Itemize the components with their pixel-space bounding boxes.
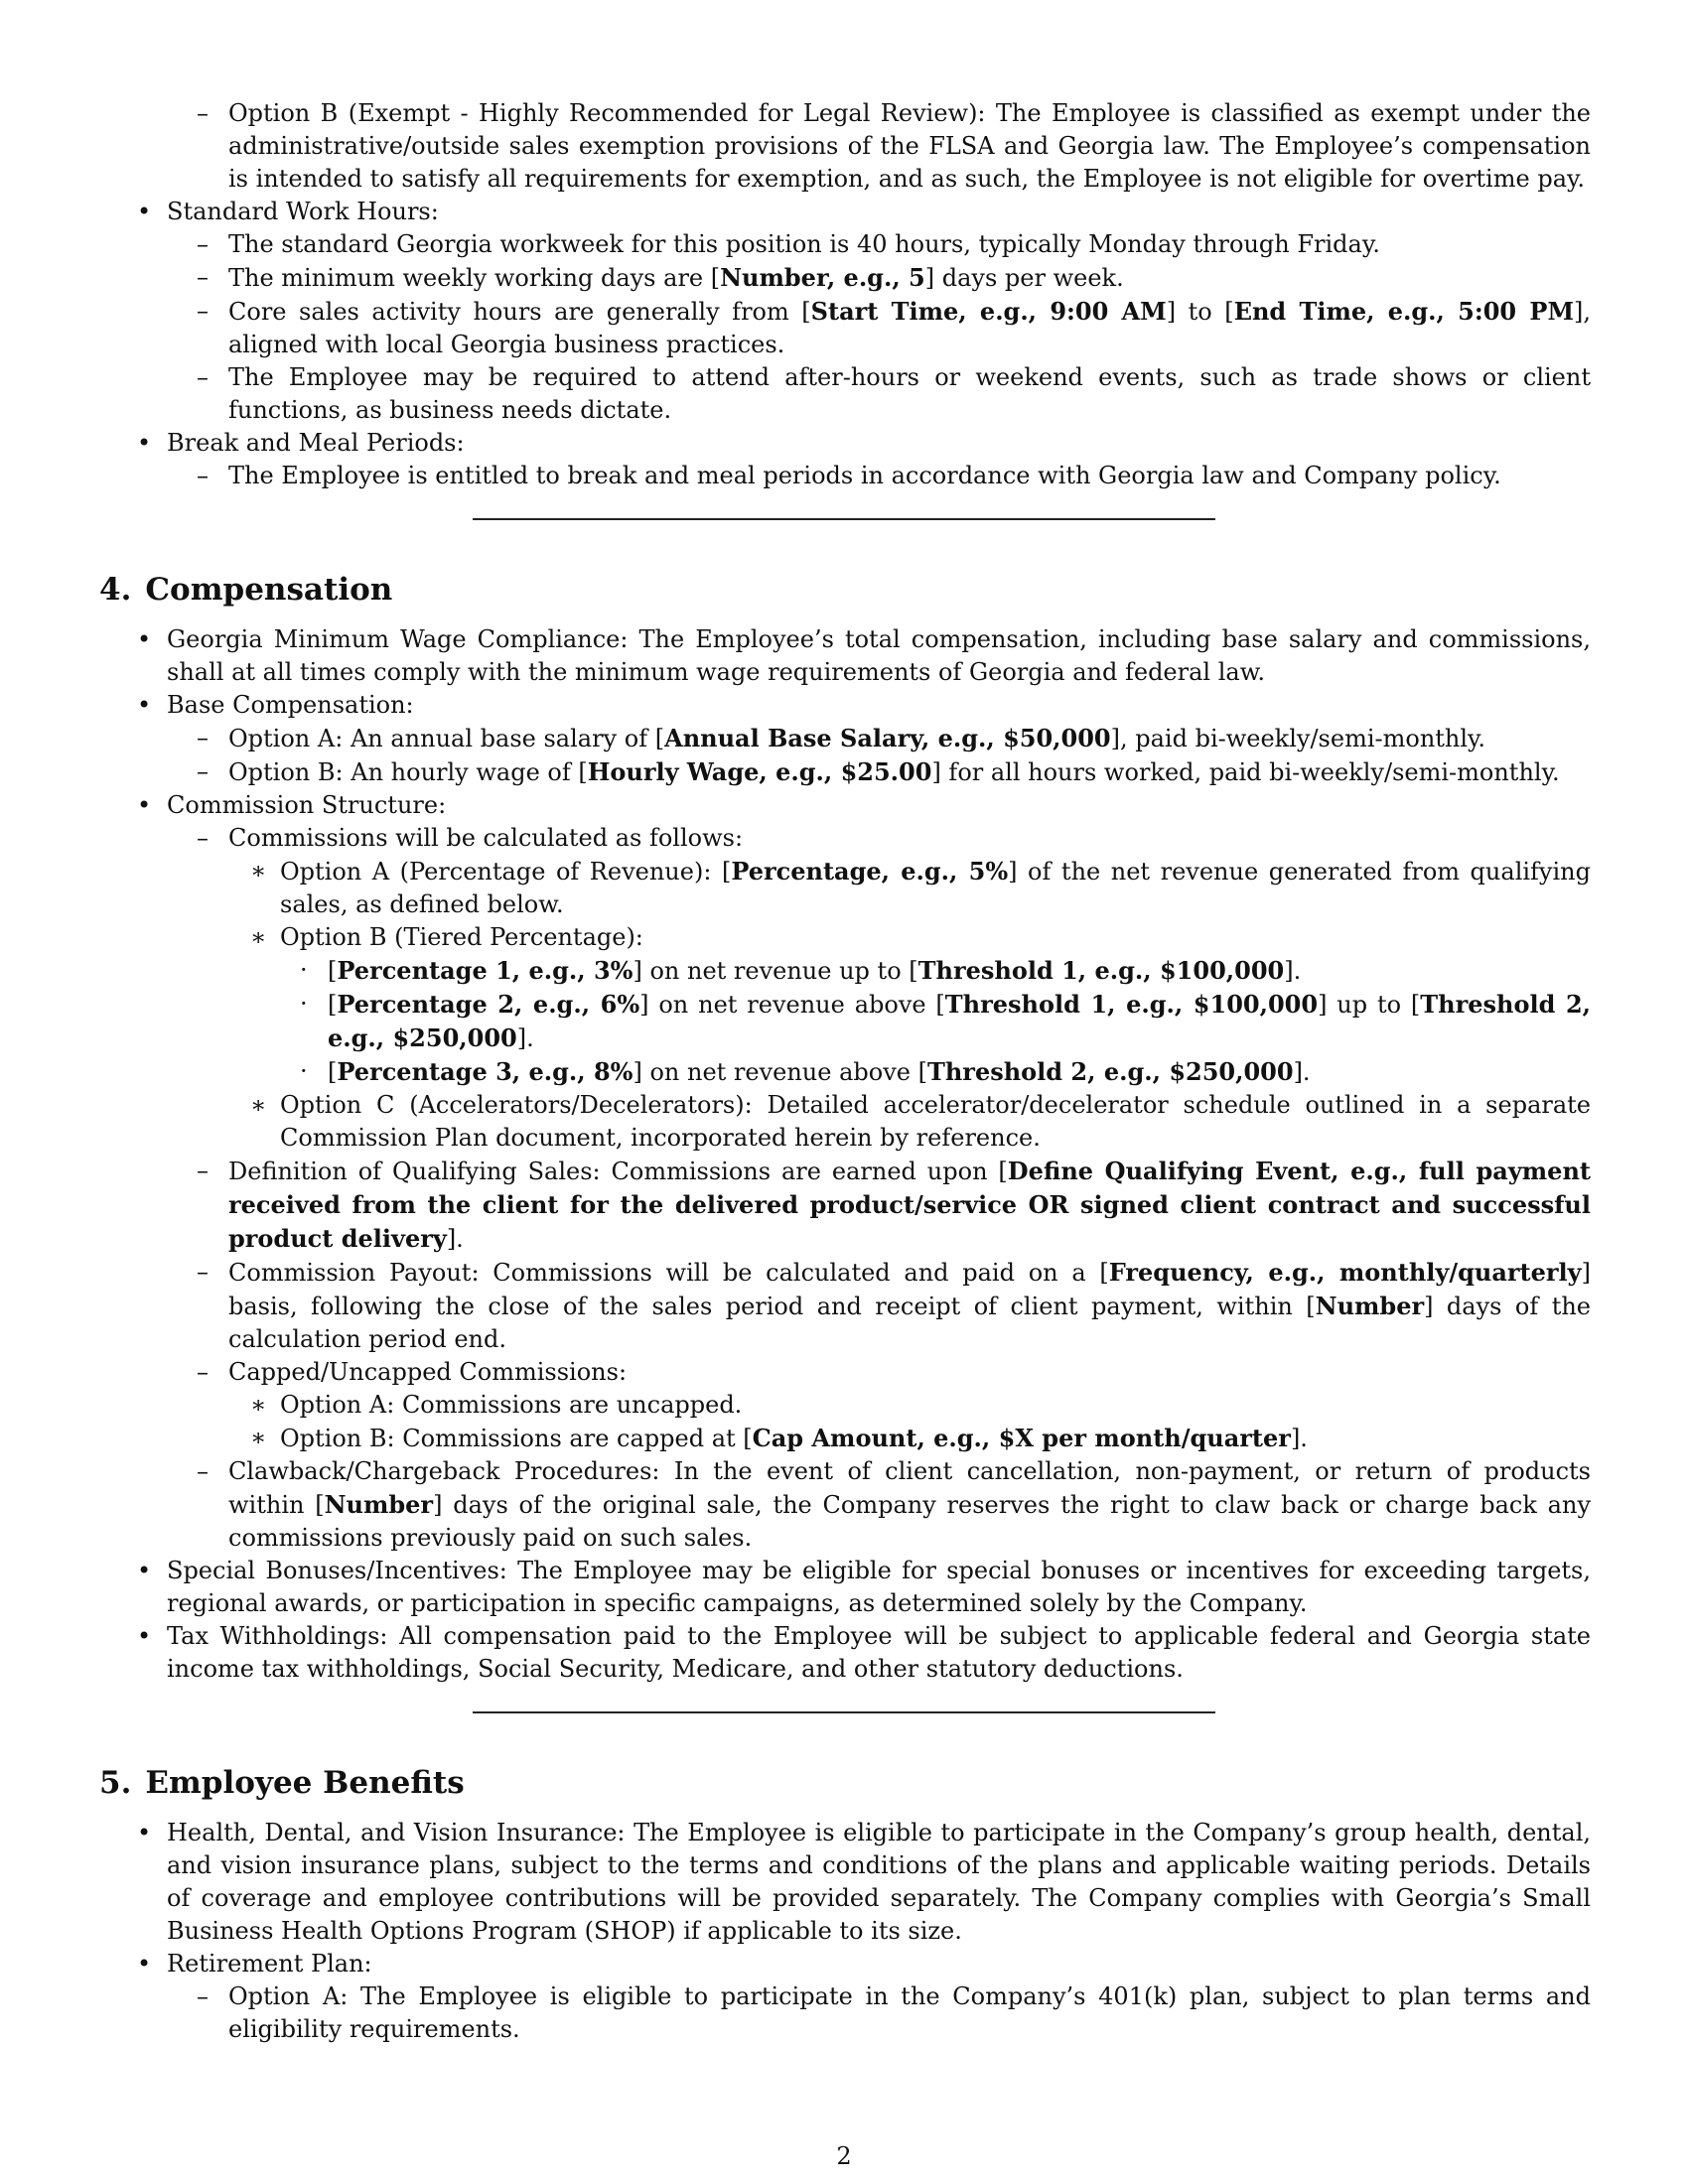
list-item: • Tax Withholdings: All compensation paid to the Employee will be subject to applicable federal and Georgia state income tax withholdings, Social Security, Medicare, and other statutory deductions. <box>137 1622 1591 1683</box>
dash-marker: – <box>197 363 209 391</box>
list-item: – Clawback/Chargeback Procedures: In the event of client cancellation, non-payment, or return of products within [Number] days of the original sale, the Company reserves the right to claw back or charge back any commissions previously paid on such sales. <box>197 1457 1591 1552</box>
dash-marker: – <box>197 1157 209 1184</box>
bullet-marker: • <box>137 198 152 225</box>
section-heading-compensation: 4. Compensation <box>99 572 393 608</box>
bullet-marker: • <box>137 1622 152 1650</box>
list-item: • Special Bonuses/Incentives: The Employee may be eligible for special bonuses or incentives for exceeding targets, regional awards, or participation in specific campaigns, as determined solely by the Company. <box>137 1557 1591 1617</box>
placeholder-field: Percentage 3, e.g., 8% <box>337 1057 633 1086</box>
list-item: – Option B (Exempt - Highly Recommended for Legal Review): The Employee is classified as exempt under the administrative/outside sales exemption provisions of the FLSA and Georgia law. The Employee’s compensation is intended to satisfy all requirements for exemption, and as such, the Employee is not eligible for overtime pay. <box>197 99 1591 193</box>
placeholder-field: Threshold 1, e.g., $100,000 <box>944 990 1319 1019</box>
list-item: – Definition of Qualifying Sales: Commissions are earned upon [Define Qualifying Event, e.g., full payment received from the client for the delivered product/service OR signed client contract and successful product delivery]. <box>197 1157 1591 1253</box>
list-item: • Break and Meal Periods: <box>99 427 1591 460</box>
list-item: – Option A: An annual base salary of [Annual Base Salary, e.g., $50,000], paid bi-weekly/semi-monthly. <box>197 724 1486 752</box>
dash-marker: – <box>197 724 209 751</box>
bullet-marker: • <box>137 691 152 719</box>
dash-marker: – <box>197 824 209 852</box>
dash-marker: – <box>197 1258 209 1286</box>
list-item: • Georgia Minimum Wage Compliance: The Employee’s total compensation, including base salary and commissions, shall at all times comply with the minimum wage requirements of Georgia and federal law. <box>137 625 1591 686</box>
placeholder-field: Percentage, e.g., 5% <box>731 857 1009 886</box>
placeholder-field: Percentage 2, e.g., 6% <box>337 990 640 1019</box>
list-item: ∗ Option A: Commissions are uncapped. <box>99 1389 1591 1422</box>
list-item: – Commission Payout: Commissions will be calculated and paid on a [Frequency, e.g., monthly/quarterly] basis, following the close of the sales period and receipt of client payment, within [Number] days of the calculation period end. <box>197 1258 1591 1353</box>
placeholder-field: Start Time, e.g., 9:00 AM <box>810 297 1167 326</box>
list-item: ∗ Option C (Accelerators/Decelerators): Detailed accelerator/decelerator schedule outlined in a separate Commission Plan document, incorporated herein by reference. <box>250 1091 1591 1152</box>
asterisk-marker: ∗ <box>250 1424 267 1451</box>
placeholder-field: Number <box>324 1490 434 1519</box>
list-item: • Commission Structure: <box>99 789 1591 822</box>
list-item: ∗ Option B (Tiered Percentage): <box>99 921 1591 954</box>
dot-marker: · <box>300 1057 308 1085</box>
dash-marker: – <box>197 99 209 127</box>
dot-marker: · <box>300 990 308 1018</box>
section-divider <box>473 518 1215 520</box>
list-item: – Core sales activity hours are generally from [Start Time, e.g., 9:00 AM] to [End Time, e.g., 5:00 PM], aligned with local Georgia business practices. <box>197 297 1592 358</box>
list-item: · [Percentage 3, e.g., 8%] on net revenue above [Threshold 2, e.g., $250,000]. <box>300 1057 1311 1086</box>
asterisk-marker: ∗ <box>250 923 267 951</box>
dash-marker: – <box>197 297 209 325</box>
list-item: – Option B: An hourly wage of [Hourly Wage, e.g., $25.00] for all hours worked, paid bi-weekly/semi-monthly. <box>197 757 1560 786</box>
bullet-marker: • <box>137 1950 152 1978</box>
dash-marker: – <box>197 263 209 291</box>
placeholder-field: Threshold 1, e.g., $100,000 <box>917 956 1285 985</box>
list-item: – Option A: The Employee is eligible to participate in the Company’s 401(k) plan, subject to plan terms and eligibility requirements. <box>197 1982 1591 2043</box>
placeholder-field: Annual Base Salary, e.g., $50,000 <box>664 724 1111 752</box>
bullet-marker: • <box>137 429 152 457</box>
dash-marker: – <box>197 1358 209 1386</box>
list-item: • Retirement Plan: <box>99 1948 1591 1980</box>
placeholder-field: End Time, e.g., 5:00 PM <box>1233 297 1575 326</box>
asterisk-marker: ∗ <box>250 857 267 885</box>
placeholder-field: Define Qualifying Event, e.g., full payment received from the client for the delivered product/service OR signed client contract and successful product delivery <box>228 1157 1591 1253</box>
list-item: – Capped/Uncapped Commissions: <box>99 1356 1591 1389</box>
asterisk-marker: ∗ <box>250 1391 267 1419</box>
section-divider <box>473 1711 1215 1713</box>
list-item: – The minimum weekly working days are [Number, e.g., 5] days per week. <box>197 263 1124 292</box>
page-number: 2 <box>836 2142 852 2170</box>
list-item: – Commissions will be calculated as follows: <box>99 822 1591 855</box>
list-item: ∗ Option A (Percentage of Revenue): [Percentage, e.g., 5%] of the net revenue generated from qualifying sales, as defined below. <box>250 857 1591 918</box>
document-page <box>99 97 1591 2046</box>
dash-marker: – <box>197 757 209 785</box>
placeholder-field: Frequency, e.g., monthly/quarterly <box>1108 1258 1582 1287</box>
bullet-marker: • <box>137 1819 152 1846</box>
list-item: • Health, Dental, and Vision Insurance: The Employee is eligible to participate in the Company’s group health, dental, and vision insurance plans, subject to the terms and conditions of the plans and applicable waiting periods. Details of coverage and employee contributions will be provided separately. The Company complies with Georgia’s Small Business Health Options Program (SHOP) if applicable to its size. <box>137 1819 1591 1945</box>
bullet-marker: • <box>137 1557 152 1584</box>
placeholder-field: Number <box>1315 1292 1425 1320</box>
list-item: – The Employee is entitled to break and meal periods in accordance with Georgia law and Company policy. <box>99 460 1591 492</box>
dash-marker: – <box>197 462 209 489</box>
bullet-marker: • <box>137 791 152 819</box>
dot-marker: · <box>300 956 308 984</box>
list-item: · [Percentage 1, e.g., 3%] on net revenue up to [Threshold 1, e.g., $100,000]. <box>300 956 1302 985</box>
list-item: • Standard Work Hours: <box>99 196 1591 228</box>
bullet-marker: • <box>137 625 152 653</box>
list-item: ∗ Option B: Commissions are capped at [Cap Amount, e.g., $X per month/quarter]. <box>250 1424 1308 1452</box>
list-item: – The standard Georgia workweek for this position is 40 hours, typically Monday through Friday. <box>99 228 1591 261</box>
asterisk-marker: ∗ <box>250 1091 267 1119</box>
placeholder-field: Threshold 2, e.g., $250,000 <box>328 990 1592 1052</box>
dash-marker: – <box>197 230 209 258</box>
placeholder-field: Threshold 2, e.g., $250,000 <box>926 1057 1294 1086</box>
placeholder-field: Percentage 1, e.g., 3% <box>337 956 633 985</box>
placeholder-field: Cap Amount, e.g., $X per month/quarter <box>752 1424 1291 1452</box>
section-heading-benefits: 5. Employee Benefits <box>99 1765 465 1801</box>
list-item: – The Employee may be required to attend after-hours or weekend events, such as trade shows or client functions, as business needs dictate. <box>197 363 1591 424</box>
placeholder-field: Number, e.g., 5 <box>720 263 925 292</box>
dash-marker: – <box>197 1982 209 2010</box>
list-item: • Base Compensation: <box>99 689 1591 722</box>
placeholder-field: Hourly Wage, e.g., $25.00 <box>587 757 932 786</box>
list-item: · [Percentage 2, e.g., 6%] on net revenue above [Threshold 1, e.g., $100,000] up to [Threshold 2, e.g., $250,000]. <box>300 990 1592 1052</box>
dash-marker: – <box>197 1457 209 1485</box>
